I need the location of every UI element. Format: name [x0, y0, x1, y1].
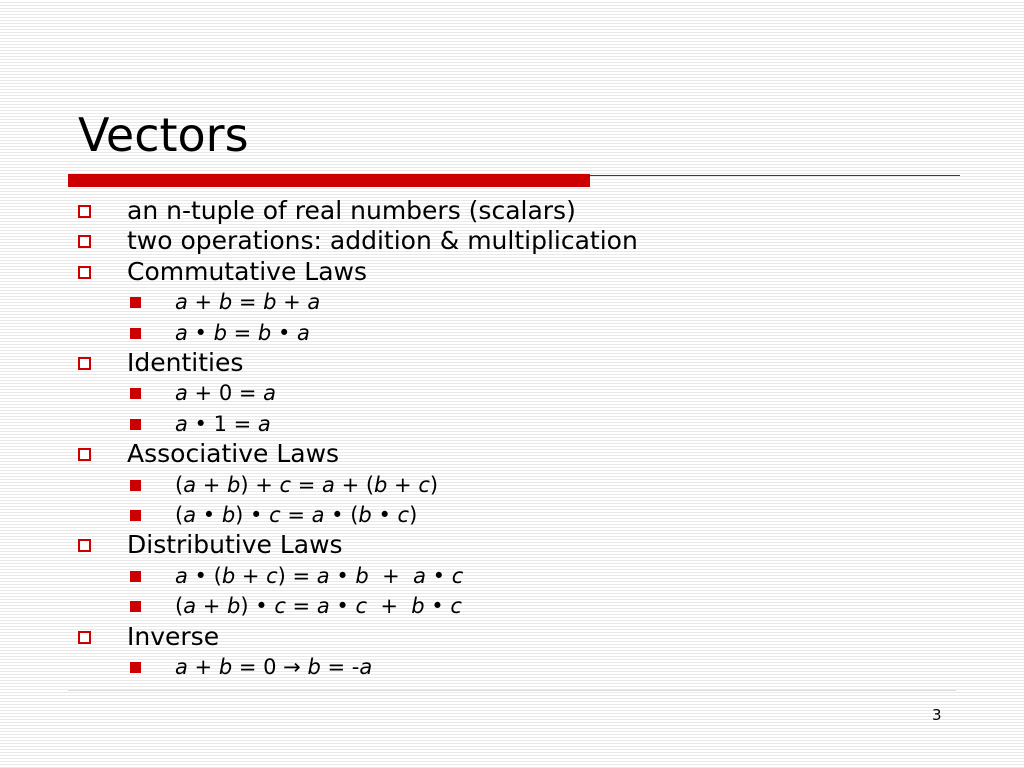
filled-square-bullet-icon [130, 297, 141, 308]
bullet-item: Distributive Laws [127, 530, 343, 559]
bullet-item: Associative Laws [127, 439, 340, 468]
sub-bullet-item: (a + b) + c = a + (b + c) [175, 473, 439, 497]
filled-square-bullet-icon [130, 662, 141, 673]
sub-bullet-item: (a • b) • c = a • (b • c) [175, 503, 418, 527]
open-square-bullet-icon [78, 448, 91, 461]
sub-bullet-item: a + b = 0 → b = -a [175, 655, 373, 679]
page-number: 3 [932, 706, 942, 724]
sub-bullet-item: a • 1 = a [175, 412, 271, 436]
open-square-bullet-icon [78, 631, 91, 644]
sub-bullet-item: a + 0 = a [175, 381, 277, 405]
filled-square-bullet-icon [130, 419, 141, 430]
sub-bullet-item: a • b = b • a [175, 321, 310, 345]
footer-divider [68, 690, 956, 691]
sub-bullet-item: a + b = b + a [175, 290, 321, 314]
filled-square-bullet-icon [130, 571, 141, 582]
filled-square-bullet-icon [130, 388, 141, 399]
open-square-bullet-icon [78, 205, 91, 218]
title-underline-thick [68, 174, 590, 187]
bullet-item: two operations: addition & multiplication [127, 226, 638, 255]
open-square-bullet-icon [78, 235, 91, 248]
filled-square-bullet-icon [130, 480, 141, 491]
title-underline-thin [590, 175, 960, 176]
bullet-item: Inverse [127, 622, 220, 651]
bullet-item: an n-tuple of real numbers (scalars) [127, 196, 576, 225]
open-square-bullet-icon [78, 539, 91, 552]
open-square-bullet-icon [78, 357, 91, 370]
sub-bullet-item: (a + b) • c = a • c + b • c [175, 594, 462, 618]
open-square-bullet-icon [78, 266, 91, 279]
bullet-item: Commutative Laws [127, 257, 368, 286]
bullet-item: Identities [127, 348, 244, 377]
slide-title: Vectors [78, 108, 249, 162]
filled-square-bullet-icon [130, 510, 141, 521]
sub-bullet-item: a • (b + c) = a • b + a • c [175, 564, 464, 588]
filled-square-bullet-icon [130, 328, 141, 339]
filled-square-bullet-icon [130, 601, 141, 612]
